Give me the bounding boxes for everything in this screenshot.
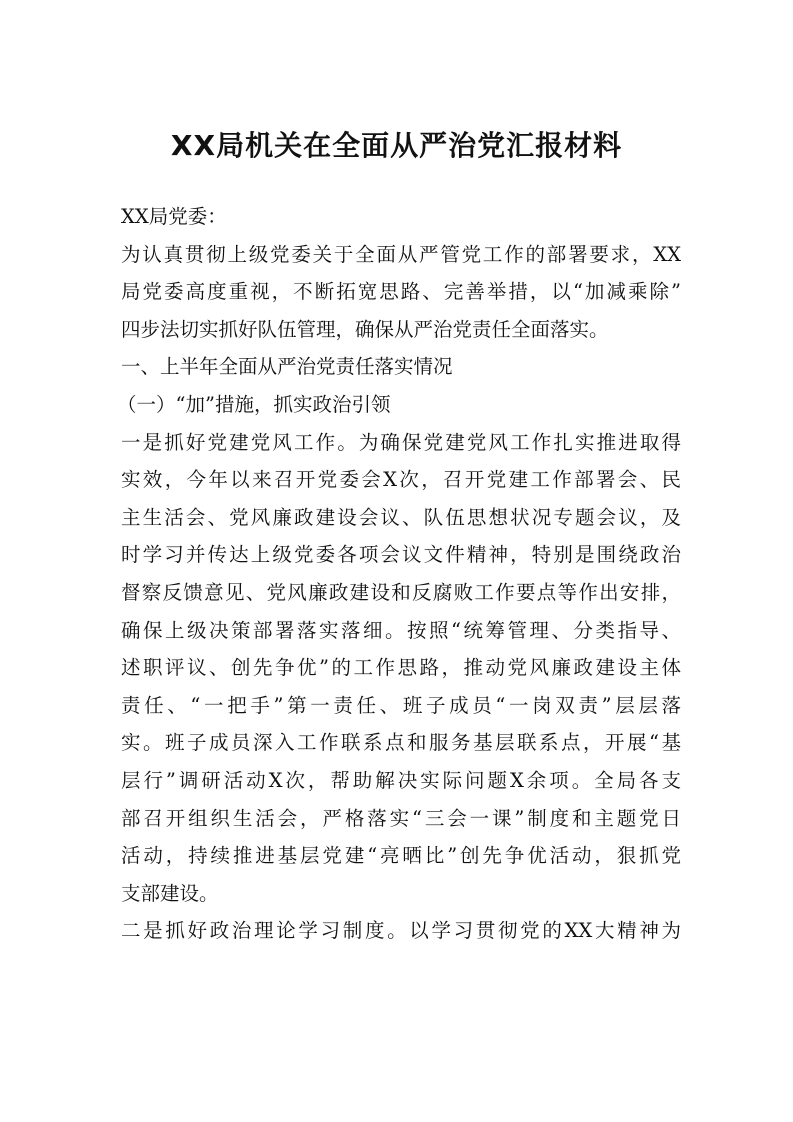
paragraph-line: 述职评议、创先争优”的工作思路，推动党风廉政建设主体 [121,656,681,680]
paragraph-line: 督察反馈意见、党风廉政建设和反腐败工作要点等作出安排， [121,580,681,604]
paragraph-line: 二是抓好政治理论学习制度。以学习贯彻党的XX大精神为 [121,919,681,943]
paragraph-line: 实效，今年以来召开党委会X次，召开党建工作部署会、民 [121,468,681,492]
section-heading: 一、上半年全面从严治党责任落实情况 [121,355,453,379]
paragraph-line: 层行”调研活动X次，帮助解决实际问题X余项。全局各支 [121,768,681,792]
paragraph-line: 责任、“一把手”第一责任、班子成员“一岗双责”层层落 [121,693,681,717]
paragraph-line: 部召开组织生活会，严格落实“三会一课”制度和主题党日 [121,806,681,830]
paragraph-line: 四步法切实抓好队伍管理，确保从严治党责任全面落实。 [121,317,609,341]
paragraph-line: 实。班子成员深入工作联系点和服务基层联系点，开展“基 [121,731,681,755]
subsection-heading: （一）“加”措施，抓实政治引领 [117,392,391,416]
document-title: XX局机关在全面从严治党汇报材料 [170,129,623,162]
paragraph-line: 为认真贯彻上级党委关于全面从严管党工作的部署要求，XX [121,242,681,266]
paragraph-line: 一是抓好党建党风工作。为确保党建党风工作扎实推进取得 [121,430,681,454]
paragraph-line: 确保上级决策部署落实落细。按照“统筹管理、分类指导、 [121,618,681,642]
document-body [117,198,681,950]
salutation-line: XX局党委： [121,205,227,228]
paragraph-line: 支部建设。 [121,881,219,905]
paragraph-line: 局党委高度重视，不断拓宽思路、完善举措，以“加减乘除” [121,280,681,304]
paragraph-line: 主生活会、党风廉政建设会议、队伍思想状况专题会议，及 [121,505,681,529]
paragraph-line: 时学习并传达上级党委各项会议文件精神，特别是围绕政治 [121,543,681,567]
paragraph-line: 活动，持续推进基层党建“亮晒比”创先争优活动，狠抓党 [121,844,681,868]
